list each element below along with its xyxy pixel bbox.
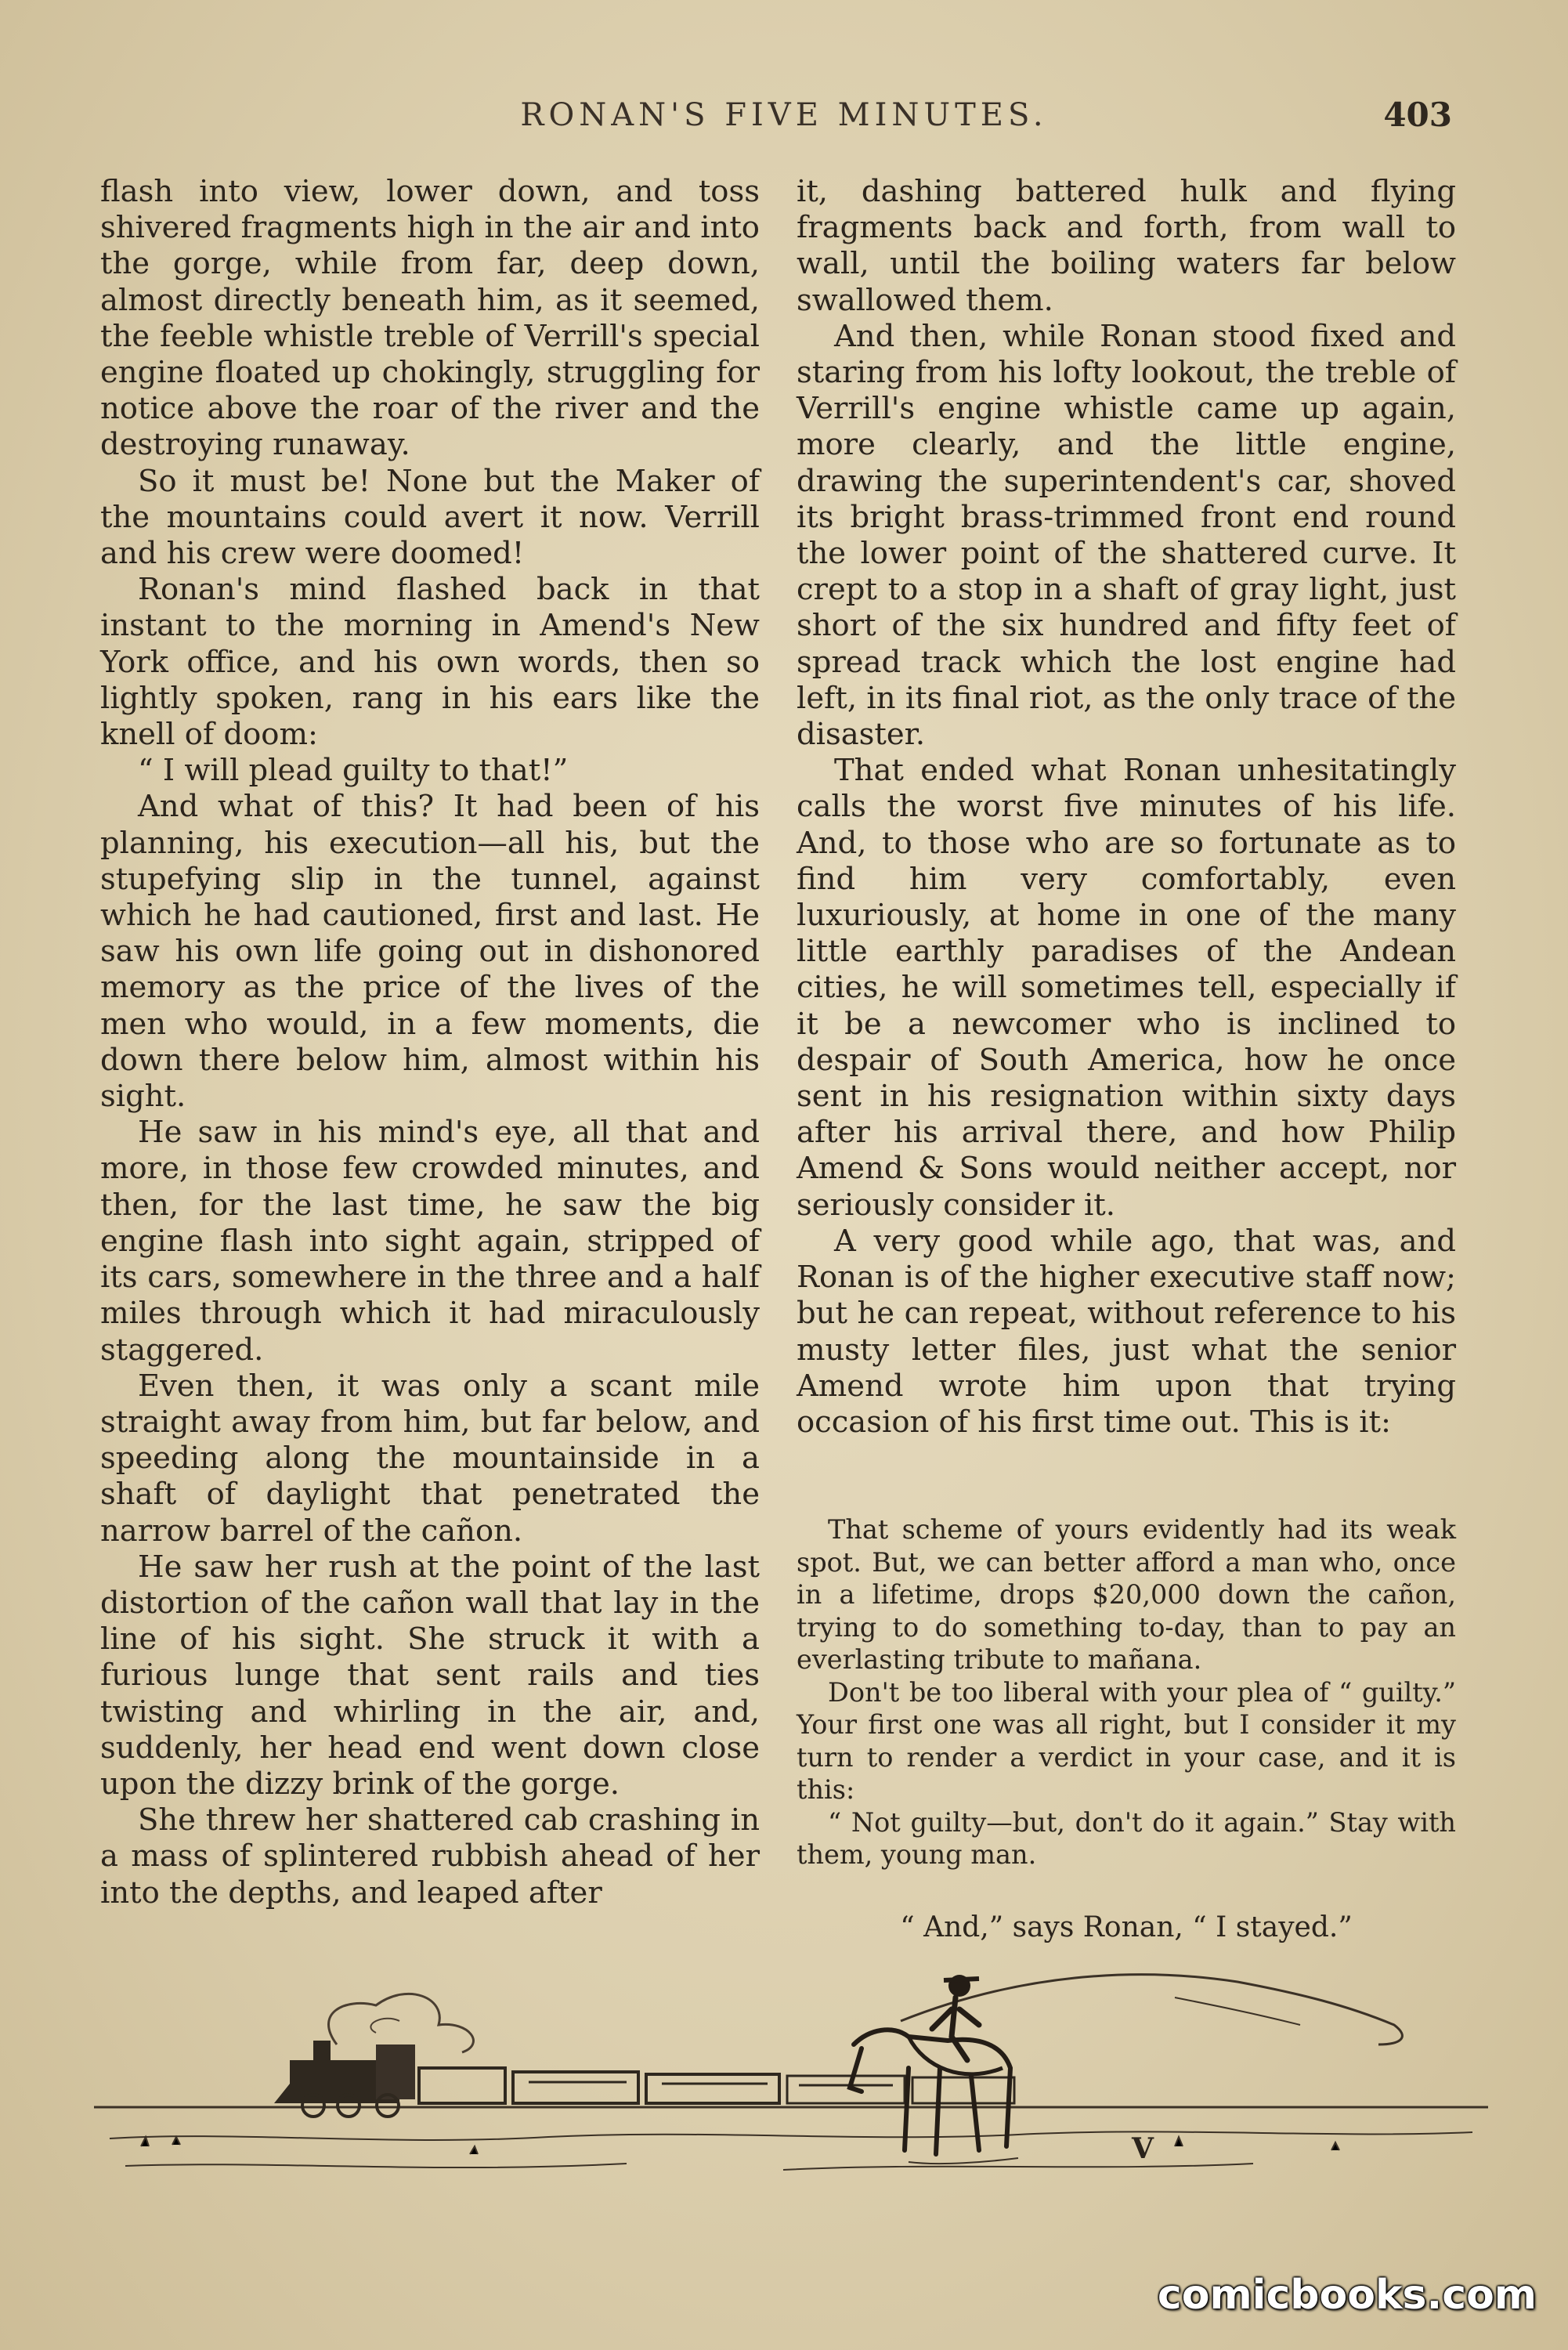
letter-paragraph: That scheme of yours evidently had its weak spot. But, we can better afford a man who, once in a lifetime, drops $20,000 down the cañon, trying to do something to-day, than to pay an everlasting tribute to mañana. — [797, 1514, 1456, 1675]
closing-line: “ And,” says Ronan, “ I stayed.” — [900, 1911, 1353, 1943]
paragraph: She threw her shattered cab crashing in a mass of splintered rubbish ahead of her into the depths, and leaped after — [100, 1802, 760, 1911]
paragraph: That ended what Ronan unhesitatingly calls the worst five minutes of his life. And, to those who are so fortunate as to find him very comfortably, even luxuriously, at home in one of the many little earthly paradises of the Andean cities, he will sometimes tell, especially if it be a newcomer who is inclined to despair of South America, how he once sent in his resignation within sixty days after his arrival there, and how Philip Amend & Sons would neither accept, nor seriously consider it. — [797, 753, 1456, 1223]
train-and-horseman-illustration — [78, 1950, 1504, 2209]
paragraph: And what of this? It had been of his planning, his execution—all his, but the stupefying slip in the tunnel, against which he had cautioned, first and last. He saw his own life going out in dishonored memory as the price of the lives of the men who would, in a few moments, die down there below him, almost within his sight. — [100, 789, 760, 1115]
paragraph: flash into view, lower down, and toss shivered fragments high in the air and into the gorge, while from far, deep down, almost directly beneath him, as it seemed, the feeble whistle treble of Verrill's special engine floated up chokingly, struggling for notice above the roar of the river and the destroying runaway. — [100, 174, 760, 463]
paragraph: it, dashing battered hulk and flying fragments back and forth, from wall to wall, until the boiling waters far below swallowed them. — [797, 174, 1456, 318]
illustrator-signature: V — [1132, 2132, 1154, 2165]
page-header — [0, 88, 1568, 143]
running-head: RONAN'S FIVE MINUTES. — [520, 97, 1048, 133]
paragraph: And then, while Ronan stood fixed and staring from his lofty lookout, the treble of Verrill's engine whistle came up again, more clearly, and the little engine, drawing the superintendent's car, shoved its bright brass-trimmed front end round the lower point of the shattered curve. It crept to a stop in a shaft of gray light, just short of the six hundred and fifty feet of spread track which the lost engine had left, in its final riot, as the only trace of the disaster. — [797, 318, 1456, 753]
page-number: 403 — [1383, 96, 1452, 134]
paragraph: He saw in his mind's eye, all that and more, in those few crowded minutes, and then, for the last time, he saw the big engine flash into sight again, stripped of its cars, somewhere in the three and a half miles through which it had miraculously staggered. — [100, 1115, 760, 1368]
letter-paragraph: Don't be too liberal with your plea of “ guilty.” Your first one was all right, but I consider it my turn to render a verdict in your case, and it is this: — [797, 1676, 1456, 1805]
paragraph: Even then, it was only a scant mile straight away from him, but far below, and speeding along the mountainside in a shaft of daylight that penetrated the narrow barrel of the cañon. — [100, 1368, 760, 1549]
quoted-line: “ I will plead guilty to that!” — [138, 753, 569, 789]
left-column — [100, 174, 760, 1911]
paragraph: A very good while ago, that was, and Ronan is of the higher executive staff now; but he can repeat, without reference to his musty letter files, just what the senior Amend wrote him upon that trying occasion of his first time out. This is it: — [797, 1223, 1456, 1440]
right-column — [797, 174, 1456, 1441]
letter-paragraph: “ Not guilty—but, don't do it again.” Stay with them, young man. — [797, 1806, 1456, 1870]
letter-quotation — [797, 1513, 1456, 1871]
paragraph: Ronan's mind flashed back in that instant to the morning in Amend's New York office, and his own words, then so lightly spoken, rang in his ears like the knell of doom: — [100, 572, 760, 753]
paragraph: So it must be! None but the Maker of the mountains could avert it now. Verrill and his crew were doomed! — [100, 463, 760, 572]
paragraph: He saw her rush at the point of the last distortion of the cañon wall that lay in the line of his sight. She struck it with a furious lunge that sent rails and ties twisting and whirling in the air, and, suddenly, her head end went down close upon the dizzy brink of the gorge. — [100, 1549, 760, 1802]
watermark: comicbooks.com — [1157, 2272, 1537, 2319]
